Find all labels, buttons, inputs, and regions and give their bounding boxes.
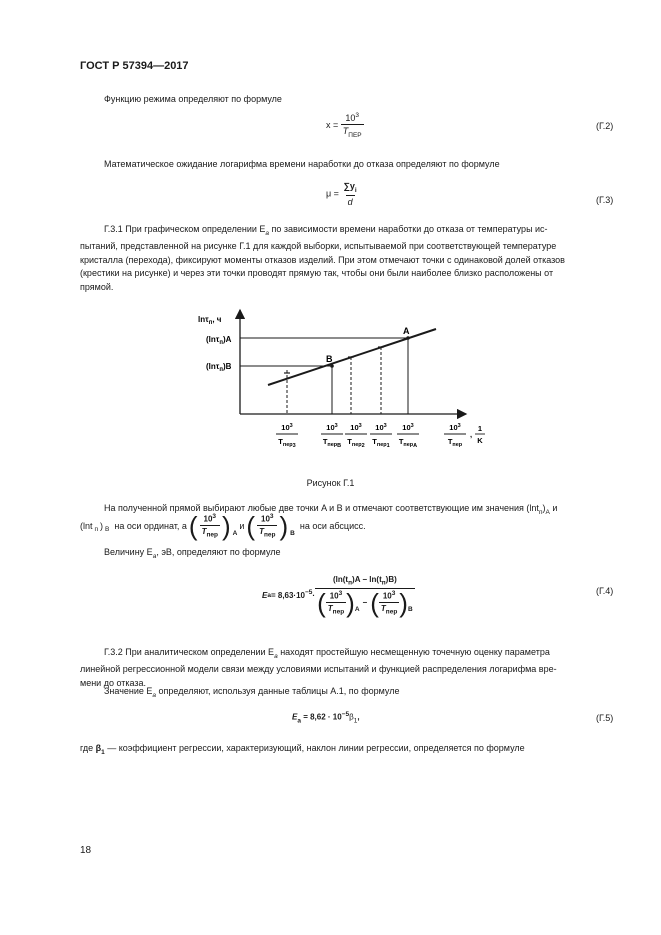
p4-frac-B: $\frac{10^3}{T_{пер}}$ [259, 513, 276, 539]
y-tick-B-label: (lnτ$_п$)B [206, 362, 232, 373]
p6-line3: мени до отказа. [80, 677, 147, 688]
paragraph-ea-value: Величину $E_a$, эВ, определяют по формуле [104, 547, 281, 560]
eq5-rhs-sup: −5 [341, 711, 350, 718]
x-tick-labels [276, 423, 485, 449]
x-tick-A [397, 423, 419, 449]
equation-g2 [326, 112, 364, 139]
paragraph-beta-definition: где $\beta_1$ — коэффициент регрессии, характеризующий, наклон линии регрессии, определяется по формуле [80, 743, 525, 756]
p4-line2-sub: п [94, 525, 99, 533]
p4-paren-close-B: ) [279, 511, 289, 541]
eq3-num: ∑y [343, 181, 355, 191]
p4-paren-close-A: ) [221, 511, 231, 541]
y-tick-A-label: (lnτ$_п$)A [206, 335, 232, 346]
p4-end1: ) [542, 503, 546, 513]
p3-line1a: Г.3.1 При графическом определении E [104, 224, 266, 234]
x-axis-label [444, 423, 485, 448]
paragraph-analytical-method [80, 646, 615, 690]
eq2-number: (Г.2) [596, 121, 614, 131]
p4-frac-B-sub: B [290, 529, 295, 537]
y-axis-label: lnτ$_п$, ч [198, 315, 222, 326]
svg-text:TперB: $T_{перB}$ [322, 437, 342, 449]
svg-text:103: $10^3$ [449, 423, 461, 432]
p4-line2-pre: (lnt [80, 521, 93, 531]
eq5-lhs-sub: a [297, 717, 301, 725]
p3-line2: пытаний, представленной на рисунке Г.1 для каждой выборки, испытываемой при соответствующей температуре [80, 241, 557, 252]
svg-text:1: 1 [477, 424, 483, 433]
p4-line2-text: на оси ординат, а [114, 521, 187, 531]
p6-line1a: Г.3.2 При аналитическом определении E [104, 647, 275, 657]
p6-line2: линейной регрессионной модели связи между условиями испытаний и функцией распределения логарифма вре- [80, 664, 557, 675]
document-code: ГОСТ Р 57394—2017 [80, 60, 189, 72]
eq2-lhs: x = [326, 119, 339, 130]
eq2-den: T [342, 126, 349, 136]
eq5-lhs: E [292, 712, 298, 722]
eq3-number: (Г.3) [596, 195, 614, 205]
p4-line2-B: B [105, 525, 110, 533]
eq4-coef-sup: −5 [305, 589, 313, 596]
eq2-den-sub: ПЕР [348, 131, 362, 139]
eq4-fraction: $(\ln(t_п)A - \ln(t_п)B)$ ( $\frac{10^3}{T_{пер}}$ ) $_A$ − ( $\frac{10^3}{T_{пер}}$ ) $_B$ [317, 575, 413, 618]
svg-text:103: $10^3$ [402, 423, 414, 432]
svg-text:103: $10^3$ [350, 423, 362, 432]
eq3-num-sub: i [354, 186, 357, 194]
paragraph-graphical-method [80, 223, 615, 294]
point-A-dot [406, 336, 410, 340]
p3-line3: кристалла (перехода), фиксируют моменты отказов изделий. При этом отмечают точки с одинаковой долей отказов [80, 254, 565, 265]
eq3-lhs: μ = [326, 188, 339, 199]
page-number: 18 [80, 845, 92, 856]
svg-text:,: , [469, 430, 473, 439]
p4-sub1: п [538, 508, 543, 516]
p4-and: и [552, 503, 558, 513]
paragraph-expectation: Математическое ожидание логарифма времени наработки до отказа определяют по формуле [104, 159, 500, 169]
eq4-coef: = 8,63·10 [270, 590, 305, 600]
p4-line2-end: на оси абсцисс. [299, 521, 366, 531]
x-tick-1 [370, 423, 392, 449]
svg-text:Tпер1: $T_{пер1}$ [372, 437, 390, 449]
svg-text:Tпер2: $T_{пер2}$ [347, 437, 365, 449]
figure-g1 [190, 300, 490, 460]
point-B-dot [330, 364, 334, 368]
point-B-label: B [326, 354, 333, 364]
p3-line1b: по зависимости времени наработки до отказа от температуры ис- [271, 224, 548, 234]
p3-line4: (крестики на рисунке) и через эти точки проводят прямую так, чтобы они были наиболее близко расположены от [80, 268, 554, 279]
p4-and2: и [239, 521, 245, 531]
eq5-beta-sub: 1 [353, 717, 358, 725]
x-tick-B [321, 423, 343, 449]
eq4-lhs: E [262, 590, 268, 600]
p4-line1: На полученной прямой выбирают любые две точки A и B и отмечают соответствующие им значения (lnt [104, 503, 539, 513]
eq5-end: , [357, 712, 360, 722]
eq3-fraction [341, 181, 358, 207]
eq3-den: d [347, 196, 353, 207]
p4-sub-A: A [545, 508, 550, 516]
x-tick-3 [276, 423, 298, 449]
eq4-lhs-sub: a [267, 591, 271, 599]
p3-line5: прямой. [80, 281, 114, 292]
equation-g3 [326, 181, 359, 207]
p4-frac-A: $\frac{10^3}{T_{пер}}$ [201, 513, 218, 539]
svg-text:Tпер3: $T_{пер3}$ [278, 437, 296, 449]
eq5-rhs: = 8,62 · 10 [300, 712, 342, 722]
x-tick-2 [345, 423, 367, 449]
eq4-number: (Г.4) [596, 586, 614, 596]
p6-line1b: находят простейшую несмещенную точечную оценку параметра [280, 647, 550, 657]
paragraph-mode-function: Функцию режима определяют по формуле [104, 94, 282, 104]
svg-text:103: $10^3$ [281, 423, 293, 432]
figure-caption: Рисунок Г.1 [306, 478, 355, 488]
p4-frac-A-sub: A [232, 529, 238, 537]
p4-line2-row [80, 513, 366, 539]
eq5-number: (Г.5) [596, 713, 614, 723]
p3-sub-a: a [265, 229, 270, 237]
eq2-fraction [341, 112, 364, 139]
point-A-label: A [403, 326, 410, 336]
p6-sub-a: a [274, 652, 278, 660]
paragraph-ea-table: Значение $E_a$ определяют, используя данные таблицы А.1, по формуле [104, 686, 400, 699]
p4-paren-open-A: ( [188, 511, 198, 541]
eq2-num-sup: 3 [355, 112, 360, 119]
p4-paren-open-B: ( [246, 511, 256, 541]
eq5-beta: β [349, 712, 354, 722]
eq2-num: 10 [345, 113, 356, 123]
svg-text:103: $10^3$ [375, 423, 387, 432]
svg-text:TперA: $T_{перA}$ [398, 437, 418, 449]
equation-g5 [292, 711, 360, 724]
svg-text:K: K [477, 436, 483, 445]
svg-text:Tпер: $T_{пер}$ [447, 437, 463, 448]
p4-line2-mid: ) [100, 521, 104, 531]
equation-g4: E a = 8,63·10 $^{-5}$ · $(\ln(t_п)A - \ln(t_п)B)$ ( $\frac{10^3}{T_{пер}}$ ) $_A$ − ( $\frac{10^3}{T_{пер}}$ ) $_B$ [262, 575, 413, 618]
svg-text:103: $10^3$ [326, 423, 338, 432]
